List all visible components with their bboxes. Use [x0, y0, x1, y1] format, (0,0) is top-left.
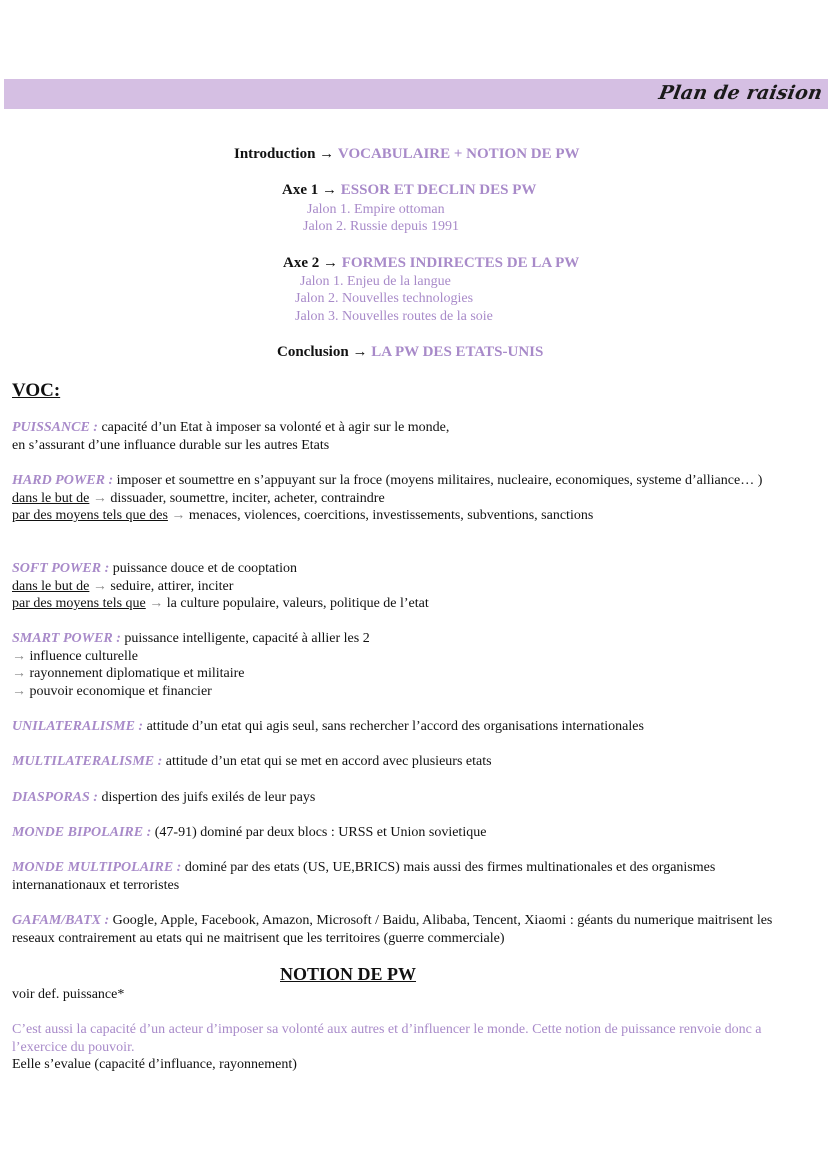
def-multilateralisme — [12, 753, 802, 771]
document-title: Plan de raision — [656, 82, 824, 104]
term-smart-power: SMART POWER : — [12, 631, 121, 646]
notion-reference: voir def. puissance* — [12, 987, 125, 1002]
arrow-icon: → — [322, 182, 337, 198]
term-puissance: PUISSANCE : — [12, 420, 98, 435]
def-hard-power — [12, 472, 802, 525]
plan-axe-1 — [282, 182, 536, 199]
list-item: influence culturelle — [26, 648, 138, 664]
term-soft-power: SOFT POWER : — [12, 561, 110, 576]
axe2-label: Axe 2 — [283, 255, 320, 271]
but-text: seduire, attirer, inciter — [106, 578, 234, 594]
plan-introduction — [234, 146, 580, 163]
but-label: dans le but de — [12, 578, 90, 594]
def-diasporas — [12, 789, 802, 807]
intro-topic: VOCABULAIRE + NOTION DE PW — [337, 146, 580, 162]
def-puissance — [12, 419, 802, 454]
term-monde-multipolaire: MONDE MULTIPOLAIRE : — [12, 860, 182, 875]
notion-evaluation: Eelle s’evalue (capacité d’influance, rayonnement) — [12, 1057, 297, 1072]
axe2-jalon-2: Jalon 2. Nouvelles technologies — [295, 291, 474, 306]
def-monde-multipolaire — [12, 859, 802, 894]
moyens-label: par des moyens tels que des — [12, 508, 168, 523]
list-item: pouvoir economique et financier — [26, 683, 212, 699]
def-gafam-batx — [12, 912, 802, 947]
term-multilateralisme: MULTILATERALISME : — [12, 754, 163, 769]
moyens-label: par des moyens tels que — [12, 596, 146, 611]
def-text: puissance intelligente, capacité à allier les 2 — [120, 631, 370, 646]
axe1-topic: ESSOR ET DECLIN DES PW — [340, 182, 537, 198]
def-text: dispertion des juifs exilés de leur pays — [97, 790, 316, 805]
but-text: dissuader, soumettre, inciter, acheter, contraindre — [106, 490, 385, 506]
conclusion-label: Conclusion — [277, 344, 349, 360]
axe2-topic: FORMES INDIRECTES DE LA PW — [341, 255, 580, 271]
plan-conclusion — [277, 344, 543, 361]
arrow-icon: → — [319, 146, 335, 162]
arrow-icon: → — [12, 666, 26, 681]
term-unilateralisme: UNILATERALISME : — [12, 719, 144, 734]
conclusion-topic: LA PW DES ETATS-UNIS — [371, 344, 544, 360]
axe1-jalon-1: Jalon 1. Empire ottoman — [307, 202, 445, 217]
but-label: dans le but de — [12, 490, 90, 506]
def-text: attitude d’un etat qui agis seul, sans rechercher l’accord des organisations internationales — [143, 719, 644, 734]
arrow-icon: → — [92, 490, 107, 506]
axe1-label: Axe 1 — [282, 182, 319, 198]
def-text: en s’assurant d’une influance durable sur les autres Etats — [12, 437, 330, 453]
plan-axe-2 — [283, 255, 579, 272]
def-text: capacité d’un Etat à imposer sa volonté et à agir sur le monde, — [97, 420, 450, 435]
term-hard-power: HARD POWER : — [12, 473, 114, 488]
def-monde-bipolaire — [12, 824, 802, 842]
arrow-icon: → — [92, 578, 107, 594]
header-banner — [4, 79, 828, 109]
arrow-icon: → — [149, 596, 164, 611]
arrow-icon: → — [323, 255, 338, 271]
def-smart-power — [12, 630, 802, 700]
moyens-text: la culture populaire, valeurs, politique de l’etat — [163, 596, 429, 611]
arrow-icon: → — [171, 508, 186, 523]
def-unilateralisme — [12, 718, 802, 736]
def-text: Google, Apple, Facebook, Amazon, Microsoft / Baidu, Alibaba, Tencent, Xiaomi : géants du numerique maitrisent les reseaux contrairement au etats qui ne maitrisent que les territoires (guerre commerciale) — [12, 913, 773, 946]
axe1-jalon-2: Jalon 2. Russie depuis 1991 — [303, 219, 459, 234]
arrow-icon: → — [12, 648, 26, 664]
notion-paragraph: C’est aussi la capacité d’un acteur d’imposer sa volonté aux autres et d’influencer le monde. Cette notion de puissance renvoie donc a l’exercice du pouvoir. — [12, 1022, 762, 1055]
def-text: attitude d’un etat qui se met en accord avec plusieurs etats — [162, 754, 492, 769]
arrow-icon: → — [352, 344, 368, 360]
term-gafam-batx: GAFAM/BATX : — [12, 913, 110, 928]
term-diasporas: DIASPORAS : — [12, 790, 98, 805]
intro-label: Introduction — [234, 146, 316, 162]
moyens-text: menaces, violences, coercitions, investissements, subventions, sanctions — [185, 508, 594, 523]
term-monde-bipolaire: MONDE BIPOLAIRE : — [12, 825, 152, 840]
def-text: imposer et soumettre en s’appuyant sur la froce (moyens militaires, nucleaire, economiques, systeme d’alliance… ) — [113, 473, 763, 488]
voc-heading: VOC: — [12, 380, 61, 401]
axe2-jalon-3: Jalon 3. Nouvelles routes de la soie — [295, 309, 493, 324]
arrow-icon: → — [12, 683, 26, 699]
notion-heading: NOTION DE PW — [280, 964, 417, 984]
def-soft-power — [12, 560, 802, 613]
def-text: dominé par des etats (US, UE,BRICS) mais aussi des firmes multinationales et des organismes internanationaux et terroristes — [12, 860, 716, 893]
def-text: (47-91) dominé par deux blocs : URSS et Union sovietique — [151, 825, 487, 840]
list-item: rayonnement diplomatique et militaire — [26, 666, 245, 681]
axe2-jalon-1: Jalon 1. Enjeu de la langue — [300, 274, 451, 289]
def-text: puissance douce et de cooptation — [109, 561, 298, 576]
